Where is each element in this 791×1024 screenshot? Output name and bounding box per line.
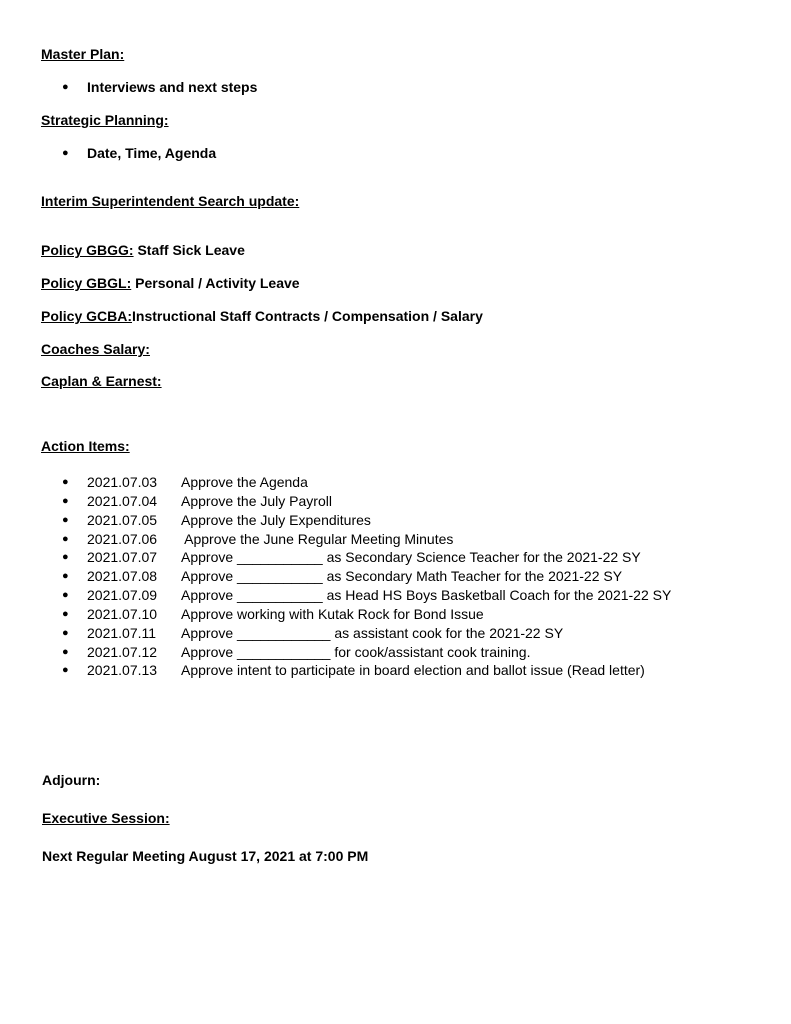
item-number: 2021.07.10 — [87, 606, 158, 622]
policy-gbgg — [41, 242, 245, 259]
next-meeting-text: Next Regular Meeting August 17, 2021 at 7:00 PM — [42, 848, 369, 864]
bullet-icon: ● — [62, 551, 69, 563]
policy-code: Policy GBGL: — [41, 275, 132, 291]
item-number: 2021.07.05 — [87, 512, 158, 528]
item-text: Approve ___________ as Secondary Math Teacher for the 2021-22 SY — [181, 568, 623, 584]
item-number: 2021.07.08 — [87, 568, 158, 584]
item-number: 2021.07.03 — [87, 474, 158, 490]
item-text: Approve working with Kutak Rock for Bond Issue — [181, 606, 484, 622]
policy-title: Staff Sick Leave — [133, 242, 245, 258]
bullet-icon: ● — [62, 570, 69, 582]
policy-gcba — [41, 308, 483, 325]
item-text: Approve the July Payroll — [181, 493, 332, 509]
bullet-icon: ● — [62, 495, 69, 507]
item-number: 2021.07.06 — [87, 531, 158, 547]
item-text: Approve ____________ as assistant cook for the 2021-22 SY — [181, 625, 564, 641]
item-text: Approve ____________ for cook/assistant cook training. — [181, 644, 531, 660]
bullet-icon: ● — [62, 589, 69, 601]
bullet-icon: ● — [62, 147, 69, 159]
bullet-icon: ● — [62, 533, 69, 545]
coaches-salary-heading: Coaches Salary: — [41, 341, 150, 357]
item-text: Approve ___________ as Head HS Boys Basketball Coach for the 2021-22 SY — [181, 587, 672, 603]
item-number: 2021.07.04 — [87, 493, 158, 509]
bullet-icon: ● — [62, 627, 69, 639]
item-number: 2021.07.07 — [87, 549, 158, 565]
strategic-planning-item: Date, Time, Agenda — [87, 145, 217, 161]
adjourn-heading: Adjourn: — [42, 772, 101, 788]
bullet-icon: ● — [62, 608, 69, 620]
master-plan-heading: Master Plan: — [41, 46, 125, 62]
bullet-icon: ● — [62, 81, 69, 93]
bullet-icon: ● — [62, 646, 69, 658]
item-number: 2021.07.11 — [87, 625, 157, 641]
item-text: Approve the Agenda — [181, 474, 308, 490]
policy-gbgl — [41, 275, 300, 292]
interim-search-heading: Interim Superintendent Search update: — [41, 193, 300, 209]
item-number: 2021.07.09 — [87, 587, 158, 603]
item-number: 2021.07.12 — [87, 644, 158, 660]
caplan-earnest-heading: Caplan & Earnest: — [41, 373, 162, 389]
item-text: Approve the July Expenditures — [181, 512, 371, 528]
item-number: 2021.07.13 — [87, 662, 158, 678]
policy-code: Policy GBGG: — [41, 242, 134, 258]
bullet-icon: ● — [62, 664, 69, 676]
policy-title: Instructional Staff Contracts / Compensation / Salary — [132, 308, 483, 324]
item-text: Approve the June Regular Meeting Minutes — [181, 531, 454, 547]
policy-title: Personal / Activity Leave — [131, 275, 300, 291]
item-text: Approve intent to participate in board election and ballot issue (Read letter) — [181, 662, 645, 678]
bullet-icon: ● — [62, 476, 69, 488]
master-plan-item: Interviews and next steps — [87, 79, 258, 95]
policy-code: Policy GCBA: — [41, 308, 133, 324]
bullet-icon: ● — [62, 514, 69, 526]
action-items-heading: Action Items: — [41, 438, 130, 454]
strategic-planning-heading: Strategic Planning: — [41, 112, 169, 128]
item-text: Approve ___________ as Secondary Science Teacher for the 2021-22 SY — [181, 549, 641, 565]
executive-session-heading: Executive Session: — [42, 810, 170, 826]
